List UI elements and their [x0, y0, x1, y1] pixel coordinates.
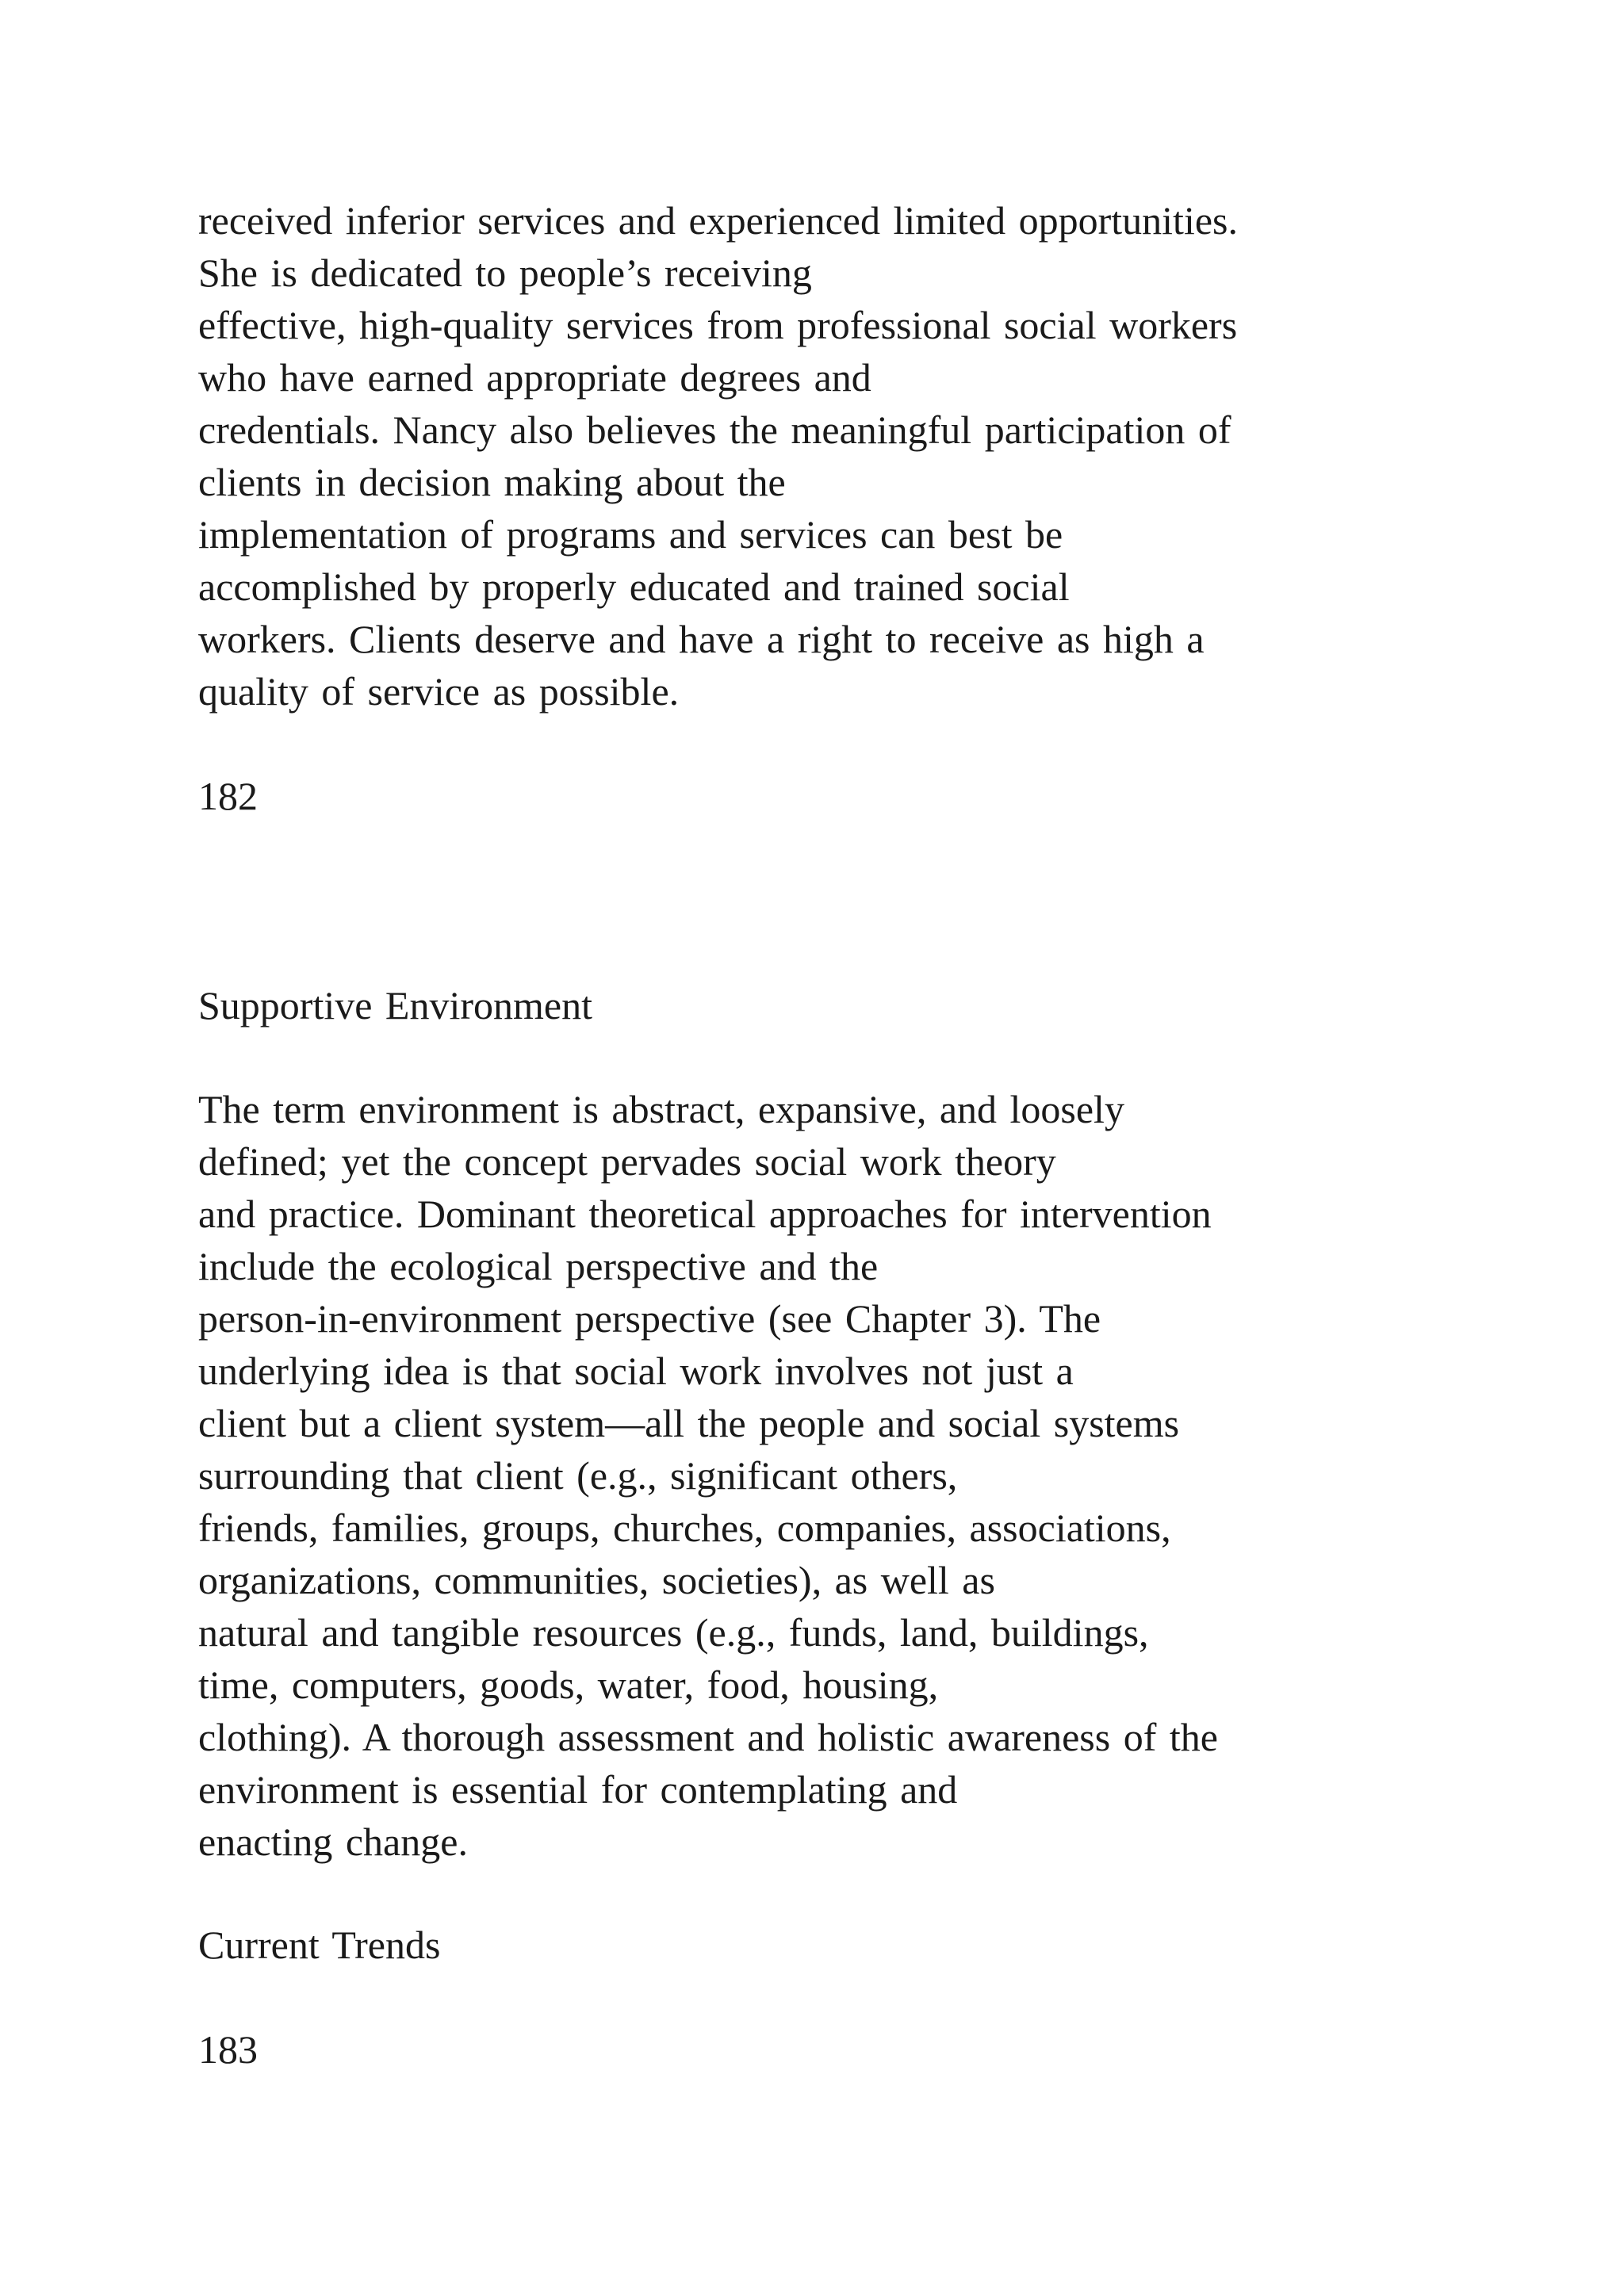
page-number-text: 182: [198, 774, 258, 818]
text-line: environment is essential for contemplating and: [198, 1767, 958, 1812]
page-number: [198, 770, 1483, 822]
text-line: quality of service as possible.: [198, 669, 680, 714]
text-line: received inferior services and experienced limited opportunities.: [198, 198, 1238, 243]
text-line: person-in-environment perspective (see Chapter 3). The: [198, 1296, 1101, 1341]
text-line: clients in decision making about the: [198, 460, 786, 504]
section-heading-text: Supportive Environment: [198, 983, 592, 1027]
text-line: The term environment is abstract, expansive, and loosely: [198, 1087, 1124, 1131]
text-line: enacting change.: [198, 1820, 468, 1864]
text-line: organizations, communities, societies), as well as: [198, 1558, 995, 1602]
text-line: effective, high-quality services from professional social workers: [198, 303, 1238, 347]
text-line: include the ecological perspective and the: [198, 1244, 879, 1288]
paragraph-supportive-environment: [198, 1083, 1483, 1868]
text-line: accomplished by properly educated and trained social: [198, 564, 1070, 609]
paragraph-nancy-credentials: [198, 194, 1483, 718]
text-line: surrounding that client (e.g., significant others,: [198, 1453, 958, 1498]
text-line: implementation of programs and services can best be: [198, 512, 1063, 557]
text-line: friends, families, groups, churches, companies, associations,: [198, 1506, 1171, 1550]
text-line: underlying idea is that social work involves not just a: [198, 1349, 1074, 1393]
text-line: natural and tangible resources (e.g., funds, land, buildings,: [198, 1610, 1149, 1655]
text-line: clothing). A thorough assessment and holistic awareness of the: [198, 1715, 1218, 1759]
text-line: and practice. Dominant theoretical approaches for intervention: [198, 1192, 1212, 1236]
text-line: time, computers, goods, water, food, housing,: [198, 1663, 939, 1707]
text-line: She is dedicated to people’s receiving: [198, 251, 812, 295]
text-line: defined; yet the concept pervades social work theory: [198, 1139, 1056, 1184]
text-line: credentials. Nancy also believes the meaningful participation of: [198, 408, 1231, 452]
text-line: workers. Clients deserve and have a right to receive as high a: [198, 617, 1205, 661]
page-number-text: 183: [198, 2027, 258, 2072]
section-heading-supportive-environment: [198, 979, 1483, 1031]
section-heading-current-trends: [198, 1919, 1483, 1971]
text-line: client but a client system—all the people and social systems: [198, 1401, 1180, 1445]
section-heading-text: Current Trends: [198, 1923, 441, 1967]
page-number: [198, 2023, 1483, 2076]
text-line: who have earned appropriate degrees and: [198, 355, 871, 400]
